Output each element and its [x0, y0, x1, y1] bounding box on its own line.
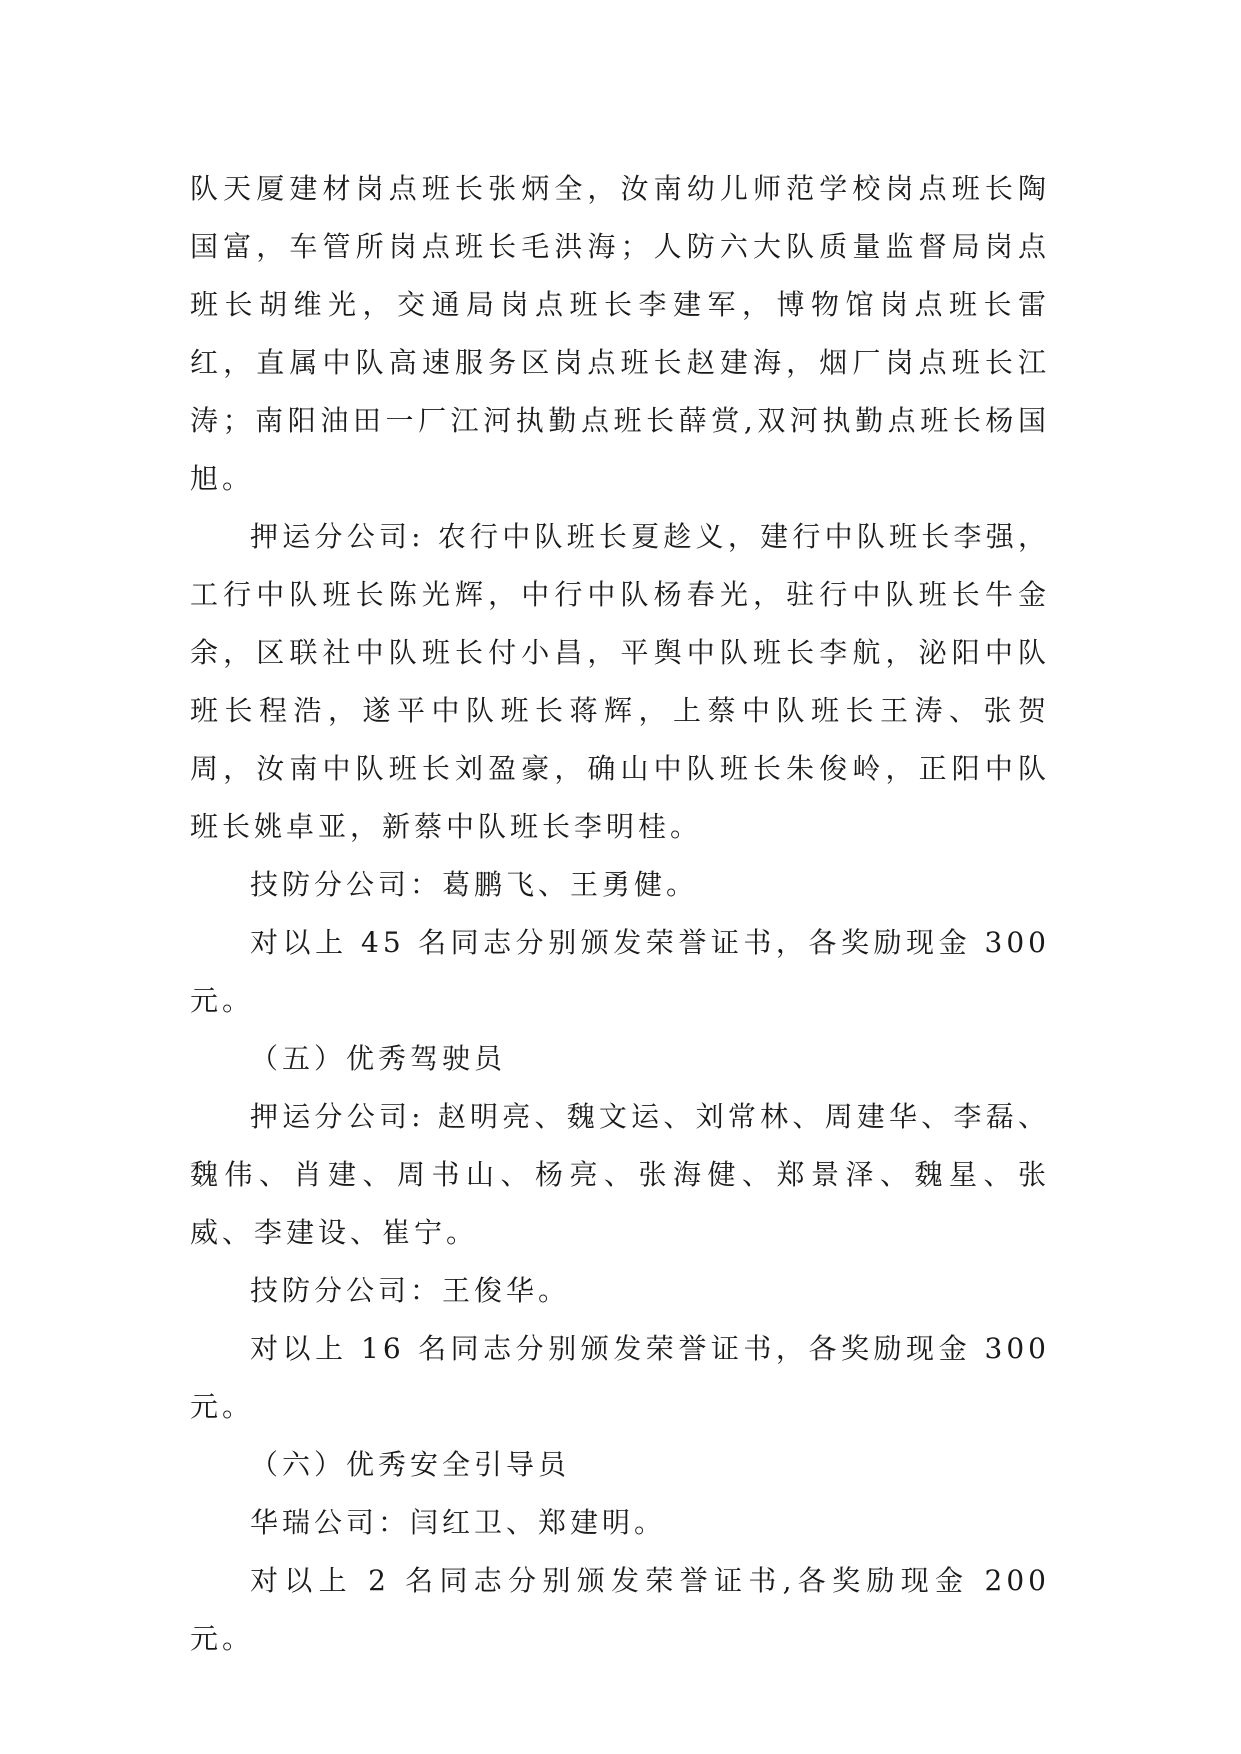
paragraph-award-2: 对以上 2 名同志分别颁发荣誉证书,各奖励现金 200 元。: [190, 1564, 1050, 1655]
paragraph-award-16: 对以上 16 名同志分别颁发荣誉证书，各奖励现金 300 元。: [190, 1332, 1050, 1423]
paragraph-escort-drivers: 押运分公司: 赵明亮、魏文运、刘常林、周建华、李磊、魏伟、肖建、周书山、杨亮、张海健、郑景泽、魏星、张威、李建设、崔宁。: [190, 1100, 1050, 1249]
paragraph-award-45: 对以上 45 名同志分别颁发荣誉证书，各奖励现金 300 元。: [190, 926, 1050, 1017]
paragraph-huarui-company: 华瑞公司：闫红卫、郑建明。: [250, 1506, 667, 1539]
section-heading-safety-guides: （六）优秀安全引导员: [250, 1448, 571, 1481]
section-heading-excellent-drivers: （五）优秀驾驶员: [250, 1042, 507, 1075]
paragraph-guard-posts: 队天厦建材岗点班长张炳全，汝南幼儿师范学校岗点班长陶国富，车管所岗点班长毛洪海；人防六大队质量监督局岗点班长胡维光，交通局岗点班长李建军，博物馆岗点班长雷红，直属中队高速服务区岗点班长赵建海，烟厂岗点班长江涛；南阳油田一厂江河执勤点班长薛赏,双河执勤点班长杨国旭。: [190, 172, 1050, 495]
paragraph-tech-defense-driver: 技防分公司：王俊华。: [250, 1274, 571, 1307]
paragraph-escort-company: 押运分公司: 农行中队班长夏趁义，建行中队班长李强，工行中队班长陈光辉，中行中队杨春光，驻行中队班长牛金余，区联社中队班长付小昌，平舆中队班长李航，泌阳中队班长程浩，遂平中队班长蒋辉，上蔡中队班长王涛、张贺周，汝南中队班长刘盈豪，确山中队班长朱俊岭，正阳中队班长姚卓亚，新蔡中队班长李明桂。: [190, 520, 1050, 843]
paragraph-tech-defense: 技防分公司：葛鹏飞、王勇健。: [250, 868, 699, 901]
document-body: [190, 160, 1050, 1668]
